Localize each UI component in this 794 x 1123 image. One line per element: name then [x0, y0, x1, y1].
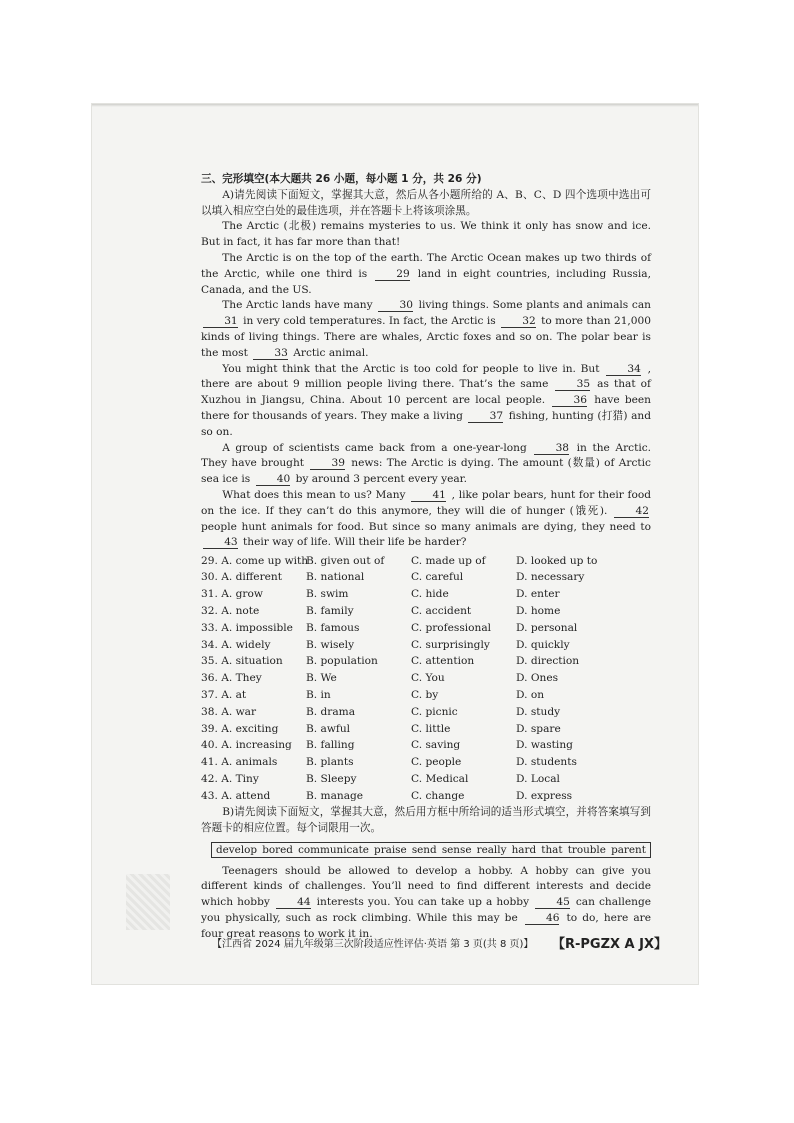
- option-b: B. famous: [306, 621, 360, 634]
- option-d: D. study: [516, 705, 561, 718]
- blank-41: 41: [411, 489, 446, 502]
- blank-37: 37: [468, 410, 503, 423]
- option-a: 31. A. grow: [201, 588, 263, 601]
- option-row: [201, 671, 651, 688]
- text-run: news: The Arctic is dying. The amount (数量) of Arctic sea ice is: [201, 457, 651, 486]
- word-box-item: really: [476, 843, 507, 856]
- cloze-section: [201, 172, 651, 943]
- option-a: 35. A. situation: [201, 655, 283, 668]
- option-row: [201, 570, 651, 587]
- option-a: 32. A. note: [201, 605, 260, 618]
- text-run: What does this mean to us? Many: [222, 488, 406, 501]
- option-row: [201, 587, 651, 604]
- option-b: B. plants: [306, 756, 354, 769]
- option-c: C. saving: [411, 739, 461, 752]
- blank-46: 46: [525, 912, 560, 925]
- option-b: B. wisely: [306, 638, 355, 651]
- option-a: 33. A. impossible: [201, 621, 293, 634]
- text-run: living things. Some plants and animals can: [418, 299, 651, 312]
- option-b: B. population: [306, 655, 378, 668]
- option-row: [201, 654, 651, 671]
- text-run: , like polar bears, hunt for their food on the ice. If they can’t do this anymore, they will die of hunger (饿死).: [201, 488, 651, 517]
- footer-code: 【R-PGZX A JX】: [551, 937, 667, 952]
- option-c: C. change: [411, 789, 465, 802]
- option-b: B. given out of: [306, 554, 385, 567]
- blank-30: 30: [378, 299, 413, 312]
- option-c: C. careful: [411, 571, 464, 584]
- option-d: D. students: [516, 756, 577, 769]
- passage-paragraph-2: [201, 251, 651, 298]
- option-d: D. Ones: [516, 672, 559, 685]
- option-a: 43. A. attend: [201, 789, 271, 802]
- blank-38: 38: [534, 442, 569, 455]
- option-a: 41. A. animals: [201, 756, 278, 769]
- option-a: 37. A. at: [201, 689, 247, 701]
- option-d: D. quickly: [516, 638, 570, 651]
- blank-34: 34: [606, 363, 641, 376]
- word-box-item: that: [541, 843, 563, 856]
- blank-29: 29: [375, 268, 410, 281]
- option-b: B. family: [306, 605, 354, 618]
- option-a: 30. A. different: [201, 571, 282, 584]
- option-row: [201, 704, 651, 721]
- option-a: 34. A. widely: [201, 638, 271, 651]
- word-box-item: parent: [611, 843, 646, 856]
- option-b: B. drama: [306, 705, 356, 718]
- text-run: Teenagers should be allowed to develop a hobby. A hobby can give you different kinds of challenges. You’ll need to find different interests and decide which hobby: [201, 864, 651, 909]
- option-row: [201, 788, 651, 805]
- part-b-instructions: B)请先阅读下面短文，掌握其大意，然后用方框中所给词的适当形式填空，并将答案填写到答题卡的相应位置。每个词限用一次。: [201, 806, 651, 834]
- option-b: B. We: [306, 672, 337, 685]
- section-title: 三、完形填空(本大题共 26 小题，每小题 1 分，共 26 分): [201, 173, 482, 185]
- answer-options: [201, 553, 651, 805]
- margin-qr-mark: [126, 874, 170, 930]
- blank-33: 33: [253, 347, 288, 360]
- option-b: B. awful: [306, 722, 351, 735]
- passage-paragraph-1: The Arctic (北极) remains mysteries to us. We think it only has snow and ice. But in fact, it has far more than that!: [201, 220, 651, 249]
- option-a: 29. A. come up with: [201, 554, 309, 567]
- option-d: D. necessary: [516, 571, 585, 584]
- option-b: B. in: [306, 689, 331, 701]
- option-c: C. hide: [411, 588, 449, 601]
- option-row: [201, 771, 651, 788]
- option-b: B. manage: [306, 789, 364, 802]
- text-run: fishing, hunting (打猎) and so on.: [201, 409, 652, 438]
- option-row: [201, 721, 651, 738]
- option-a: 40. A. increasing: [201, 739, 292, 752]
- option-c: C. surprisingly: [411, 638, 490, 651]
- option-c: C. professional: [411, 621, 492, 634]
- blank-40: 40: [256, 473, 291, 486]
- option-d: D. wasting: [516, 739, 573, 752]
- option-row: [201, 620, 651, 637]
- option-row: [201, 738, 651, 755]
- text-run: Arctic animal.: [293, 346, 369, 359]
- page-top-edge: [92, 104, 698, 107]
- blank-35: 35: [555, 378, 590, 391]
- option-row: [201, 688, 651, 705]
- text-run: You might think that the Arctic is too cold for people to live in. But: [222, 362, 600, 375]
- option-b: B. national: [306, 571, 365, 584]
- word-box-item: send: [411, 843, 437, 856]
- word-box-item: develop: [216, 843, 258, 856]
- option-c: C. attention: [411, 655, 475, 668]
- blank-44: 44: [276, 896, 311, 909]
- option-d: D. looked up to: [516, 554, 598, 567]
- text-run: people hunt animals for food. But since so many animals are dying, they need to: [201, 520, 651, 533]
- option-c: C. by: [411, 689, 439, 701]
- blank-32: 32: [501, 315, 536, 328]
- option-d: D. Local: [516, 772, 560, 785]
- word-box: [211, 842, 651, 858]
- text-run: as that of Xuzhou in Jiangsu, China. About 10 percent are local people.: [201, 378, 651, 407]
- passage-paragraph-4: [201, 362, 651, 441]
- word-box-item: praise: [374, 843, 407, 856]
- word-box-item: communicate: [298, 843, 369, 856]
- blank-31: 31: [203, 315, 238, 328]
- option-a: 38. A. war: [201, 705, 257, 718]
- text-run: their way of life. Will their life be harder?: [243, 536, 467, 549]
- text-run: interests you. You can take up a hobby: [316, 896, 530, 909]
- footer-exam-info: 【江西省 2024 届九年级第三次阶段适应性评估·英语 第 3 页(共 8 页)】: [212, 939, 534, 950]
- text-run: land in eight countries, including Russia, Canada, and the US.: [201, 267, 651, 296]
- passage-b-paragraph: [201, 864, 651, 943]
- option-d: D. home: [516, 605, 561, 618]
- text-run: The Arctic is on the top of the earth. The Arctic Ocean makes up two thirds of the Arctic, while one third is: [201, 251, 651, 280]
- option-c: C. Medical: [411, 772, 469, 785]
- option-a: 39. A. exciting: [201, 722, 279, 735]
- option-d: D. on: [516, 689, 545, 701]
- part-a-instructions: A)请先阅读下面短文，掌握其大意，然后从各小题所给的 A、B、C、D 四个选项中选出可以填入相应空白处的最佳选项，并在答题卡上将该项涂黑。: [201, 188, 651, 217]
- blank-36: 36: [552, 394, 587, 407]
- text-run: in very cold temperatures. In fact, the Arctic is: [243, 315, 496, 328]
- text-run: , there are about 9 million people living there. That’s the same: [201, 362, 652, 391]
- passage-paragraph-6: [201, 488, 651, 551]
- blank-45: 45: [535, 896, 570, 909]
- blank-43: 43: [203, 536, 238, 549]
- option-d: D. enter: [516, 588, 560, 601]
- text-run: to more than 21,000 kinds of living things. There are whales, Arctic foxes and so on. The polar bear is the most: [201, 315, 652, 359]
- option-row: [201, 637, 651, 654]
- option-b: B. swim: [306, 588, 349, 601]
- page-footer: [212, 933, 667, 952]
- option-a: 36. A. They: [201, 672, 262, 685]
- option-c: C. accident: [411, 605, 472, 618]
- option-row: [201, 553, 651, 570]
- word-box-item: bored: [262, 843, 293, 856]
- blank-42: 42: [614, 505, 649, 518]
- option-d: D. express: [516, 789, 573, 802]
- option-c: C. little: [411, 722, 451, 735]
- option-d: D. spare: [516, 722, 561, 735]
- option-c: C. picnic: [411, 705, 458, 718]
- option-row: [201, 755, 651, 772]
- text-run: A group of scientists came back from a one-year-long: [222, 441, 527, 454]
- option-d: D. direction: [516, 655, 580, 668]
- blank-39: 39: [310, 457, 345, 470]
- option-c: C. made up of: [411, 554, 486, 567]
- option-d: D. personal: [516, 621, 578, 634]
- option-c: C. You: [411, 672, 445, 685]
- passage-paragraph-3: [201, 298, 651, 361]
- option-b: B. falling: [306, 739, 355, 752]
- text-run: can challenge you physically, such as rock climbing. While this may be: [201, 896, 651, 925]
- option-c: C. people: [411, 756, 462, 769]
- text-run: The Arctic lands have many: [222, 299, 373, 312]
- option-row: [201, 604, 651, 621]
- word-box-item: trouble: [567, 843, 606, 856]
- text-run: in the Arctic. They have brought: [201, 441, 652, 470]
- word-box-item: hard: [511, 843, 537, 856]
- text-run: to do, here are four great reasons to work it in.: [201, 912, 651, 940]
- option-b: B. Sleepy: [306, 772, 357, 785]
- word-box-item: sense: [441, 843, 472, 856]
- text-run: have been there for thousands of years. They make a living: [201, 394, 651, 422]
- passage-paragraph-5: [201, 441, 651, 488]
- text-run: by around 3 percent every year.: [295, 473, 467, 486]
- option-a: 42. A. Tiny: [201, 772, 259, 785]
